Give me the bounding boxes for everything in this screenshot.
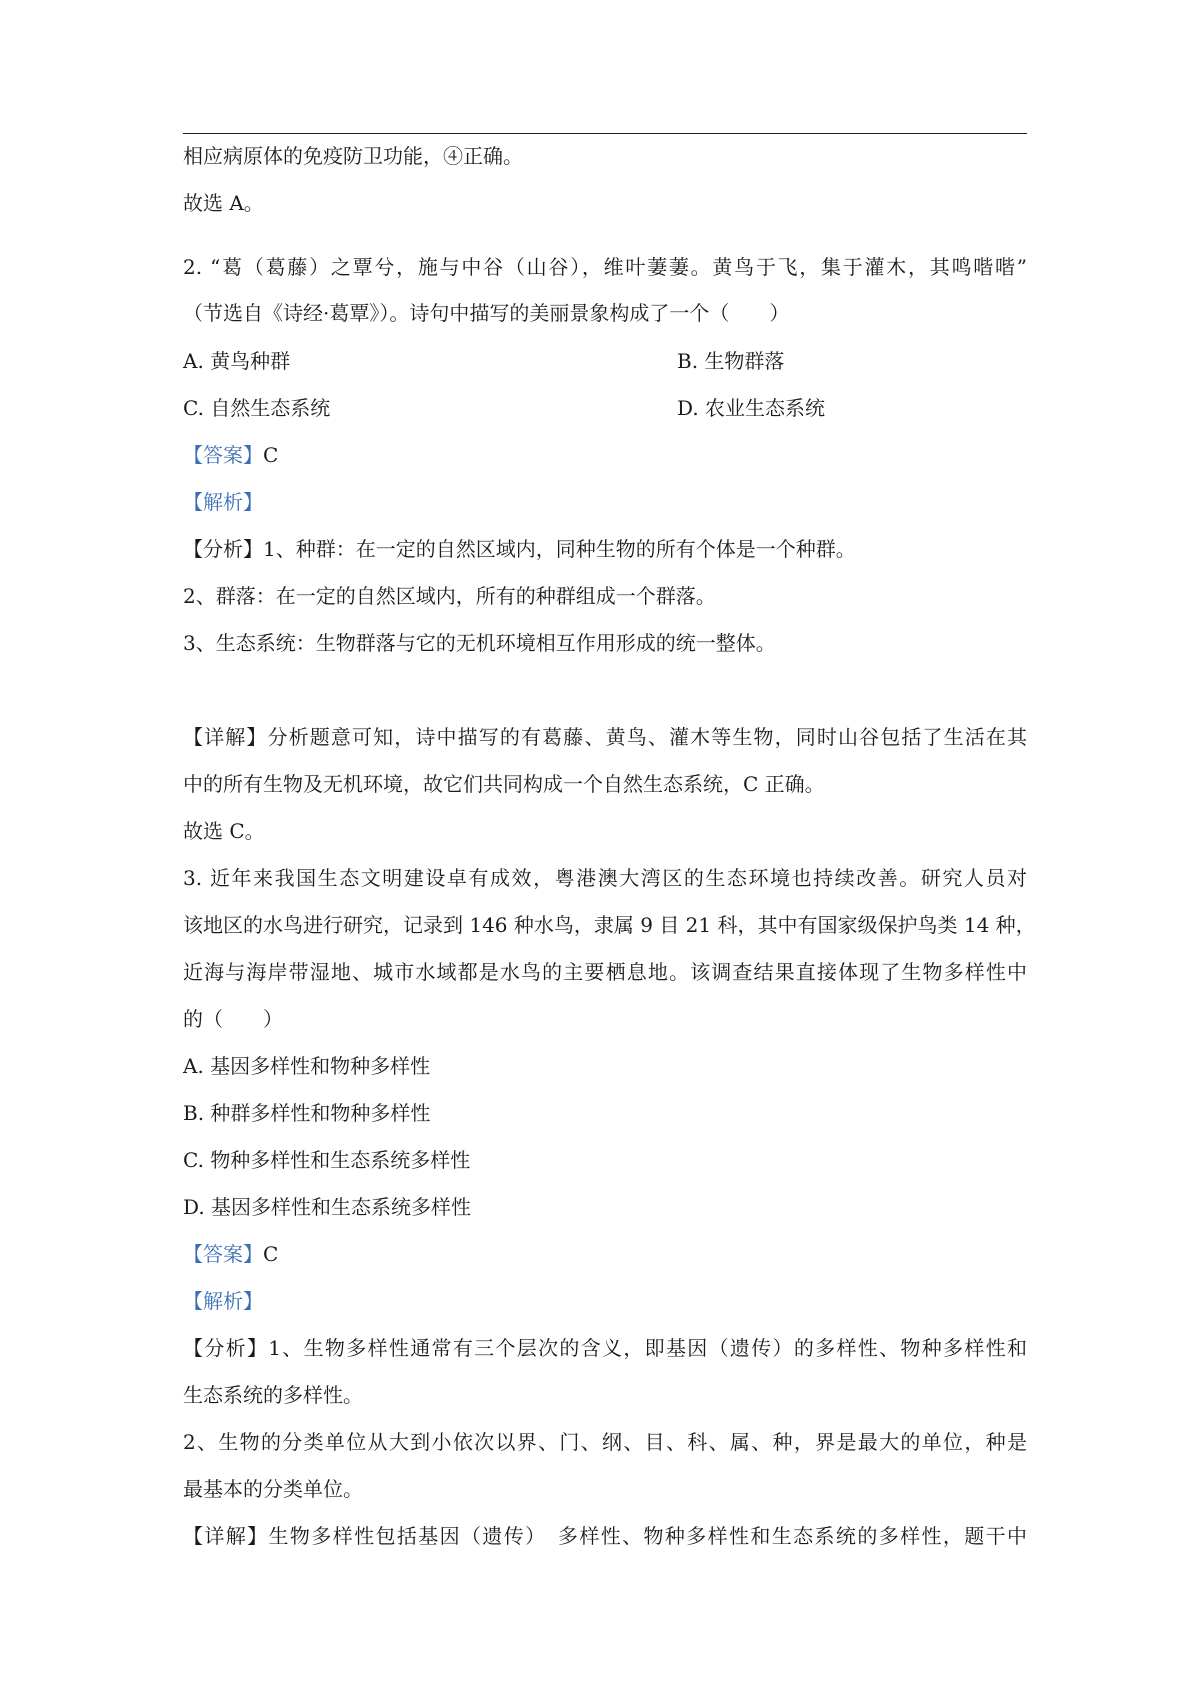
q3-option-a [183,1051,430,1081]
q2-option-a [183,346,290,376]
q2-xiangjie-1: 【详解】分析题意可知，诗中描写的有葛藤、黄鸟、灌木等生物，同时山谷包括了生活在其 [183,725,1028,749]
xiangjie-tag: 【详解】 [183,1524,269,1548]
option-label: C. [183,1148,204,1172]
option-text: 黄鸟种群 [210,349,291,373]
q3-fenxi-1a: 【分析】1、生物多样性通常有三个层次的含义，即基因（遗传）的多样性、物种多样性和 [183,1336,1027,1360]
q3-stem-line4: 的（ ） [183,1007,283,1031]
option-text: 基因多样性和生态系统多样性 [211,1195,472,1219]
xiangjie-tag: 【详解】 [183,725,268,749]
q3-answer [183,1239,278,1269]
answer-tag: 【答案】 [183,1242,263,1266]
q3-option-c [183,1145,470,1175]
fenxi-tag: 【分析】 [183,537,263,561]
option-text: 物种多样性和生态系统多样性 [210,1148,471,1172]
choice-line: 故选 A。 [183,191,264,215]
q2-stem-line2: （节选自《诗经·葛覃》）。诗句中描写的美丽景象构成了一个（ ） [183,301,790,325]
option-label: A. [183,349,204,373]
q2-analysis-tag: 【解析】 [183,490,263,514]
q2-option-d [677,393,825,423]
answer-tag: 【答案】 [183,443,263,467]
q2-choice: 故选 C。 [183,819,265,843]
option-label: B. [677,349,699,373]
option-label: C. [183,396,204,420]
option-text: 自然生态系统 [210,396,331,420]
option-text: 种群多样性和物种多样性 [210,1101,431,1125]
q3-option-d [183,1192,471,1222]
q3-stem-line2: 该地区的水鸟进行研究，记录到 146 种水鸟，隶属 9 目 21 科，其中有国家级保护鸟类 14 种， [183,913,1036,937]
q2-fenxi-1: 【分析】1、种群：在一定的自然区域内，同种生物的所有个体是一个种群。 [183,537,856,561]
header-rule [183,133,1027,134]
q3-stem-line3: 近海与海岸带湿地、城市水域都是水鸟的主要栖息地。该调查结果直接体现了生物多样性中 [183,960,1027,984]
q2-option-c [183,393,330,423]
q3-xiangjie-1: 【详解】生物多样性包括基因（遗传） 多样性、物种多样性和生态系统的多样性，题干中 [183,1524,1028,1548]
option-label: A. [183,1054,204,1078]
q3-analysis-tag: 【解析】 [183,1289,263,1313]
option-text: 生物群落 [704,349,785,373]
option-label: B. [183,1101,205,1125]
q2-fenxi-3: 3、生态系统：生物群落与它的无机环境相互作用形成的统一整体。 [183,631,776,655]
option-text: 农业生态系统 [705,396,826,420]
q2-answer [183,440,278,470]
text-line: 相应病原体的免疫防卫功能，④正确。 [183,144,523,168]
q2-fenxi-2: 2、群落：在一定的自然区域内，所有的种群组成一个群落。 [183,584,716,608]
q3-fenxi-2b: 最基本的分类单位。 [183,1477,363,1501]
option-text: 基因多样性和物种多样性 [210,1054,431,1078]
q3-fenxi-1b: 生态系统的多样性。 [183,1383,363,1407]
q3-fenxi-2a: 2、生物的分类单位从大到小依次以界、门、纲、目、科、属、种，界是最大的单位，种是 [183,1430,1027,1454]
fenxi-tag: 【分析】 [183,1336,269,1360]
q3-option-b [183,1098,430,1128]
q2-option-b [677,346,784,376]
q2-xiangjie-2: 中的所有生物及无机环境，故它们共同构成一个自然生态系统，C 正确。 [183,772,825,796]
answer-value: C [263,443,279,467]
q3-stem-line1: 3. 近年来我国生态文明建设卓有成效，粤港澳大湾区的生态环境也持续改善。研究人员对 [183,866,1027,890]
answer-value: C [263,1242,279,1266]
option-label: D. [183,1195,205,1219]
q2-stem-line1: 2. “葛（葛藤）之覃兮，施与中谷（山谷），维叶萋萋。黄鸟于飞，集于灌木，其鸣喈喈” [183,255,1027,279]
option-label: D. [677,396,699,420]
